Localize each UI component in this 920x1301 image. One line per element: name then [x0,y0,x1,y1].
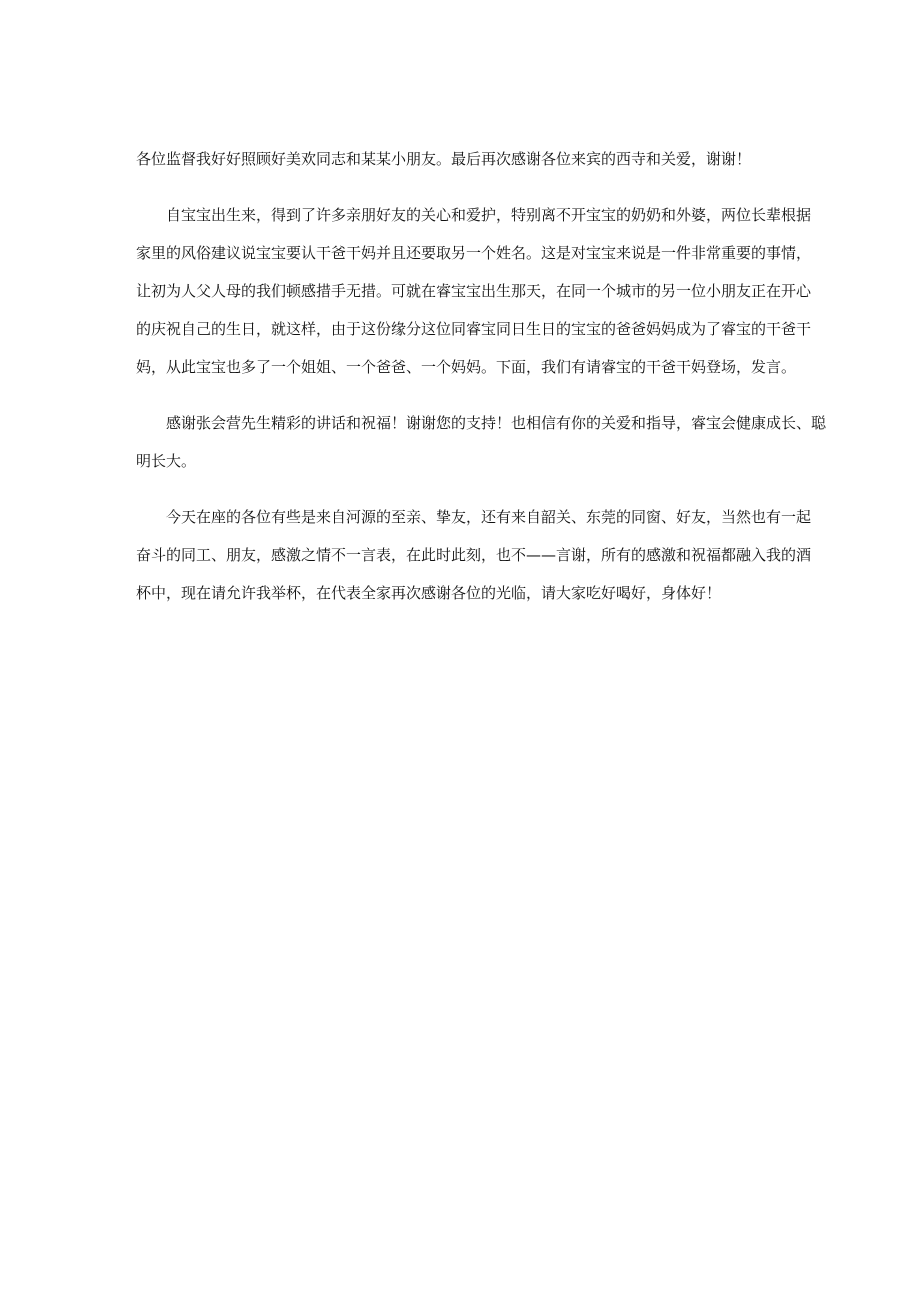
paragraph-line: 家里的风俗建议说宝宝要认干爸干妈并且还要取另一个姓名。这是对宝宝来说是一件非常重要的事情， [136,244,812,262]
paragraph-line: 自宝宝出生来，得到了许多亲朋好友的关心和爱护，特别离不开宝宝的奶奶和外婆，两位长辈根据 [166,206,812,224]
document-body [136,140,827,612]
paragraph-gap [136,178,796,196]
paragraph-line: 明长大。 [136,452,197,470]
paragraph-closing-thanks [136,140,796,178]
paragraph-line: 感谢张会营先生精彩的讲话和祝福！谢谢您的支持！也相信有你的关爱和指导，睿宝会健康成长、聪 [166,414,827,432]
paragraph-line: 奋斗的同工、朋友，感激之情不一言表，在此时此刻，也不——言谢，所有的感激和祝福都融入我的酒 [136,546,812,564]
paragraph-line: 的庆祝自己的生日，就这样，由于这份缘分这位同睿宝同日生日的宝宝的爸爸妈妈成为了睿宝的干爸干 [136,320,812,338]
paragraph-line: 各位监督我好好照顾好美欢同志和某某小朋友。最后再次感谢各位来宾的西寺和关爱，谢谢！ [136,150,752,168]
paragraph-line: 杯中，现在请允许我举杯，在代表全家再次感谢各位的光临，请大家吃好喝好，身体好！ [136,584,722,602]
paragraph-gap [136,386,796,404]
paragraph-line: 今天在座的各位有些是来自河源的至亲、挚友，还有来自韶关、东莞的同窗、好友，当然也有一起 [166,508,812,526]
paragraph-toast [136,498,812,612]
paragraph-thanks-speech [136,404,827,480]
paragraph-gap [136,480,796,498]
paragraph-line: 让初为人父人母的我们顿感措手无措。可就在睿宝宝出生那天，在同一个城市的另一位小朋友正在开心 [136,282,812,300]
paragraph-line: 妈，从此宝宝也多了一个姐姐、一个爸爸、一个妈妈。下面，我们有请睿宝的干爸干妈登场，发言。 [136,358,797,376]
paragraph-baby-naming [136,196,812,386]
